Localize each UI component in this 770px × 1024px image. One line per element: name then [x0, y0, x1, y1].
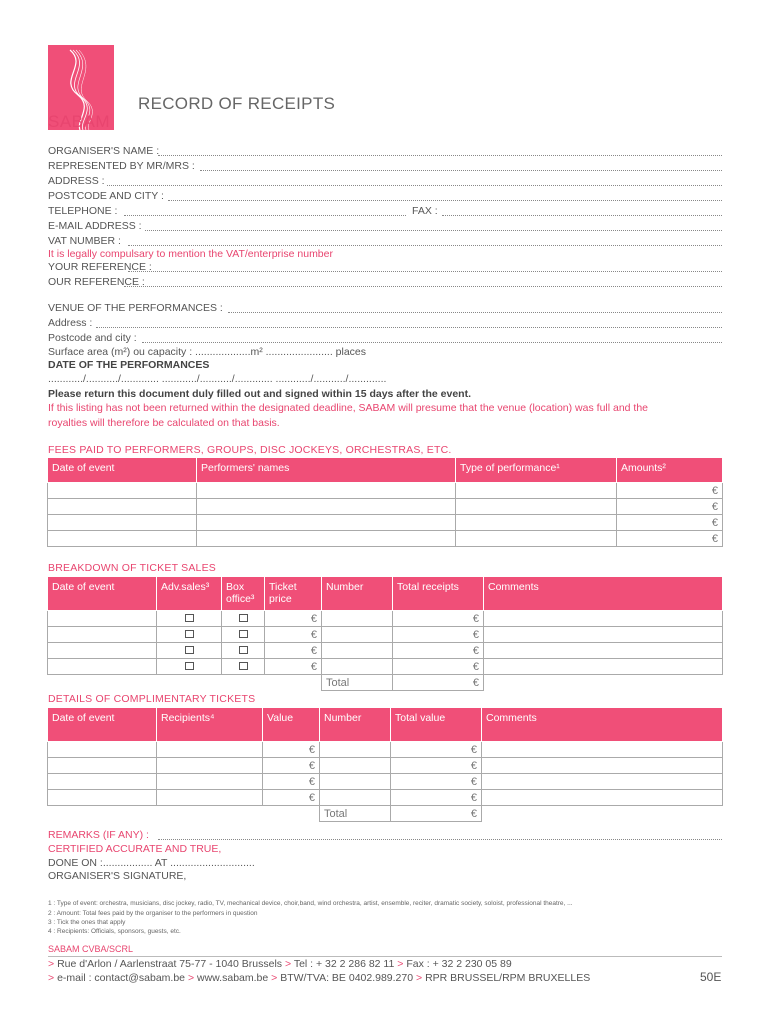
venue-field[interactable] — [228, 312, 722, 313]
cell[interactable] — [48, 643, 157, 659]
telephone-label: TELEPHONE : — [48, 205, 118, 217]
fees-header-type: Type of performance¹ — [456, 458, 617, 483]
complimentary-section-title: DETAILS OF COMPLIMENTARY TICKETS — [48, 693, 256, 705]
cell[interactable] — [482, 758, 723, 774]
comp-header-total: Total value — [391, 708, 482, 742]
table-row — [48, 643, 723, 659]
cell[interactable] — [48, 659, 157, 675]
cell[interactable] — [48, 774, 157, 790]
value-cell[interactable]: € — [263, 758, 320, 774]
organiser-name-label: ORGANISER'S NAME : — [48, 145, 160, 157]
table-row — [48, 774, 723, 790]
fees-header-amounts: Amounts² — [617, 458, 723, 483]
fax-field[interactable] — [442, 215, 722, 216]
cell[interactable] — [197, 499, 456, 515]
cell[interactable] — [48, 531, 197, 547]
footer-divider — [48, 956, 722, 957]
table-row — [48, 499, 723, 515]
comp-header-number: Number — [320, 708, 391, 742]
receipts-cell[interactable]: € — [393, 659, 484, 675]
amount-cell[interactable]: € — [617, 483, 723, 499]
tickets-header-comments: Comments — [484, 577, 723, 611]
dates-line[interactable]: ............/.........../............. ............/.........../............. ............/.........../............. — [48, 373, 387, 385]
cell[interactable] — [482, 790, 723, 806]
tickets-section-title: BREAKDOWN OF TICKET SALES — [48, 562, 216, 574]
signature-label: ORGANISER'S SIGNATURE, — [48, 870, 187, 882]
email-field[interactable] — [145, 230, 722, 231]
cell[interactable] — [320, 790, 391, 806]
total-value-cell[interactable]: € — [391, 790, 482, 806]
footer-web[interactable]: www.sabam.be — [197, 972, 269, 984]
address-label: ADDRESS : — [48, 175, 105, 187]
footer-address: Rue d'Arlon / Aarlenstraat 75-77 - 1040 Brussels — [57, 958, 283, 970]
cell[interactable] — [157, 790, 263, 806]
value-cell[interactable]: € — [263, 774, 320, 790]
cell[interactable] — [197, 515, 456, 531]
cell[interactable] — [48, 627, 157, 643]
adv-sales-checkbox[interactable] — [185, 662, 194, 670]
table-row — [48, 531, 723, 547]
cell[interactable] — [322, 659, 393, 675]
table-row — [48, 659, 723, 675]
footnote-4: 4 : Recipients: Officials, sponsors, guests, etc. — [48, 928, 181, 935]
value-cell[interactable]: € — [263, 790, 320, 806]
our-reference-field[interactable] — [124, 286, 722, 287]
total-row — [48, 675, 723, 691]
cell[interactable] — [320, 758, 391, 774]
cell[interactable] — [322, 627, 393, 643]
tickets-header-ticket-price: Ticket price — [265, 577, 322, 611]
price-cell[interactable]: € — [265, 627, 322, 643]
postcode-label: POSTCODE AND CITY : — [48, 190, 164, 202]
adv-sales-checkbox[interactable] — [185, 614, 194, 622]
total-label: Total — [320, 806, 391, 822]
table-row — [48, 483, 723, 499]
arrow-icon: > — [48, 972, 55, 984]
cell[interactable] — [48, 483, 197, 499]
footnote-2: 2 : Amount: Total fees paid by the organiser to the performers in question — [48, 910, 258, 917]
certified-label: CERTIFIED ACCURATE AND TRUE, — [48, 843, 222, 855]
represented-by-label: REPRESENTED BY MR/MRS : — [48, 160, 195, 172]
amount-cell[interactable]: € — [617, 515, 723, 531]
vat-note: It is legally compulsary to mention the VAT/enterprise number — [48, 248, 333, 260]
represented-by-field[interactable] — [200, 170, 722, 171]
footer-rpr: RPR BRUSSEL/RPM BRUXELLES — [425, 972, 591, 984]
comp-header-recipients: Recipients⁴ — [157, 708, 263, 742]
tickets-header-number: Number — [322, 577, 393, 611]
postcode-field[interactable] — [168, 200, 722, 201]
cell[interactable] — [157, 774, 263, 790]
cell[interactable] — [48, 742, 157, 758]
cell[interactable] — [456, 499, 617, 515]
fax-label: FAX : — [412, 205, 438, 217]
venue-address-label: Address : — [48, 317, 93, 329]
vat-field[interactable] — [128, 245, 722, 246]
box-office-checkbox[interactable] — [239, 662, 248, 670]
remarks-field[interactable] — [158, 839, 722, 840]
cell[interactable] — [484, 611, 723, 627]
tickets-table — [47, 576, 723, 691]
tickets-header-adv-sales: Adv.sales³ — [157, 577, 222, 611]
arrow-icon: > — [48, 958, 55, 970]
cell[interactable] — [48, 758, 157, 774]
tickets-header-date: Date of event — [48, 577, 157, 611]
warning-line-1: If this listing has not been returned within the designated deadline, SABAM will presume that the venue (location) was full and the — [48, 402, 649, 414]
total-value-cell[interactable]: € — [391, 758, 482, 774]
total-value-cell[interactable]: € — [391, 742, 482, 758]
comp-header-comments: Comments — [482, 708, 723, 742]
adv-sales-checkbox[interactable] — [185, 630, 194, 638]
adv-sales-checkbox[interactable] — [185, 646, 194, 654]
tickets-header-box-office: Box office³ — [222, 577, 265, 611]
remarks-label: REMARKS (IF ANY) : — [48, 829, 149, 841]
surface-area-line[interactable]: Surface area (m²) ou capacity : ...................m² ....................... places — [48, 346, 367, 358]
cell[interactable] — [157, 742, 263, 758]
arrow-icon: > — [187, 972, 195, 984]
tickets-header-total: Total receipts — [393, 577, 484, 611]
fees-table — [47, 457, 723, 547]
fees-section-title: FEES PAID TO PERFORMERS, GROUPS, DISC JOCKEYS, ORCHESTRAS, ETC. — [48, 444, 452, 456]
venue-address-field[interactable] — [96, 327, 722, 328]
vat-label: VAT NUMBER : — [48, 235, 121, 247]
dates-title: DATE OF THE PERFORMANCES — [48, 359, 210, 371]
page-title: RECORD OF RECEIPTS — [138, 94, 336, 113]
total-row — [48, 806, 723, 822]
total-value-sum-cell[interactable]: € — [391, 806, 482, 822]
table-row — [48, 758, 723, 774]
box-office-checkbox[interactable] — [239, 614, 248, 622]
footer-email[interactable]: e-mail : contact@sabam.be — [57, 972, 186, 984]
table-row — [48, 627, 723, 643]
price-cell[interactable]: € — [265, 659, 322, 675]
footer-company: SABAM CVBA/SCRL — [48, 944, 134, 954]
footnote-1: 1 : Type of event: orchestra, musicians, disc jockey, radio, TV, mechanical device, choir,band, wind orchestra, artist, ensemble, reciter, dramatic society, soloist, professional theatre, ... — [48, 900, 573, 907]
price-cell[interactable]: € — [265, 611, 322, 627]
cell[interactable] — [322, 611, 393, 627]
done-on-line[interactable]: DONE ON :................. AT ............................. — [48, 857, 255, 869]
cell[interactable] — [197, 483, 456, 499]
comp-header-date: Date of event — [48, 708, 157, 742]
table-row — [48, 515, 723, 531]
amount-cell[interactable]: € — [617, 531, 723, 547]
cell[interactable] — [322, 643, 393, 659]
cell[interactable] — [320, 774, 391, 790]
venue-postcode-label: Postcode and city : — [48, 332, 137, 344]
arrow-icon: > — [416, 972, 423, 984]
value-cell[interactable]: € — [263, 742, 320, 758]
cell[interactable] — [157, 758, 263, 774]
venue-label: VENUE OF THE PERFORMANCES : — [48, 302, 223, 314]
arrow-icon: > — [397, 958, 404, 970]
receipts-cell[interactable]: € — [393, 627, 484, 643]
email-label: E-MAIL ADDRESS : — [48, 220, 142, 232]
cell[interactable] — [197, 531, 456, 547]
address-field[interactable] — [107, 185, 722, 186]
table-row — [48, 790, 723, 806]
box-office-checkbox[interactable] — [239, 646, 248, 654]
cell[interactable] — [482, 742, 723, 758]
brand-name: SABAM — [48, 112, 111, 131]
comp-header-value: Value — [263, 708, 320, 742]
cell[interactable] — [456, 483, 617, 499]
footer-tel: Tel : + 32 2 286 82 11 — [293, 958, 395, 970]
telephone-field[interactable] — [124, 215, 406, 216]
footer-fax: Fax : + 32 2 230 05 89 — [406, 958, 512, 970]
cell[interactable] — [456, 531, 617, 547]
fees-header-date: Date of event — [48, 458, 197, 483]
cell[interactable] — [48, 611, 157, 627]
venue-postcode-field[interactable] — [142, 342, 722, 343]
cell[interactable] — [482, 774, 723, 790]
your-reference-label: YOUR REFERENCE : — [48, 261, 152, 273]
your-reference-field[interactable] — [128, 271, 722, 272]
table-row — [48, 742, 723, 758]
cell[interactable] — [48, 515, 197, 531]
cell[interactable] — [48, 499, 197, 515]
organiser-name-field[interactable] — [158, 155, 722, 156]
footer-line-2 — [48, 972, 590, 984]
total-value-cell[interactable]: € — [391, 774, 482, 790]
table-row — [48, 611, 723, 627]
arrow-icon: > — [284, 958, 292, 970]
complimentary-table — [47, 707, 723, 822]
box-office-checkbox[interactable] — [239, 630, 248, 638]
footer-vat: BTW/TVA: BE 0402.989.270 — [280, 972, 414, 984]
total-label: Total — [322, 675, 393, 691]
receipts-cell[interactable]: € — [393, 611, 484, 627]
form-code: 50E — [700, 970, 722, 984]
return-note: Please return this document duly filled out and signed within 15 days after the event. — [48, 388, 471, 400]
arrow-icon: > — [271, 972, 278, 984]
warning-line-2: royalties will therefore be calculated on that basis. — [48, 417, 280, 429]
our-reference-label: OUR REFERENCE : — [48, 276, 145, 288]
cell[interactable] — [320, 742, 391, 758]
cell[interactable] — [484, 627, 723, 643]
cell[interactable] — [456, 515, 617, 531]
cell[interactable] — [48, 790, 157, 806]
amount-cell[interactable]: € — [617, 499, 723, 515]
receipts-cell[interactable]: € — [393, 643, 484, 659]
footer-line-1 — [48, 958, 512, 970]
total-receipts-cell[interactable]: € — [393, 675, 484, 691]
cell[interactable] — [484, 659, 723, 675]
footnote-3: 3 : Tick the ones that apply — [48, 919, 126, 926]
fees-header-performers: Performers' names — [197, 458, 456, 483]
price-cell[interactable]: € — [265, 643, 322, 659]
cell[interactable] — [484, 643, 723, 659]
